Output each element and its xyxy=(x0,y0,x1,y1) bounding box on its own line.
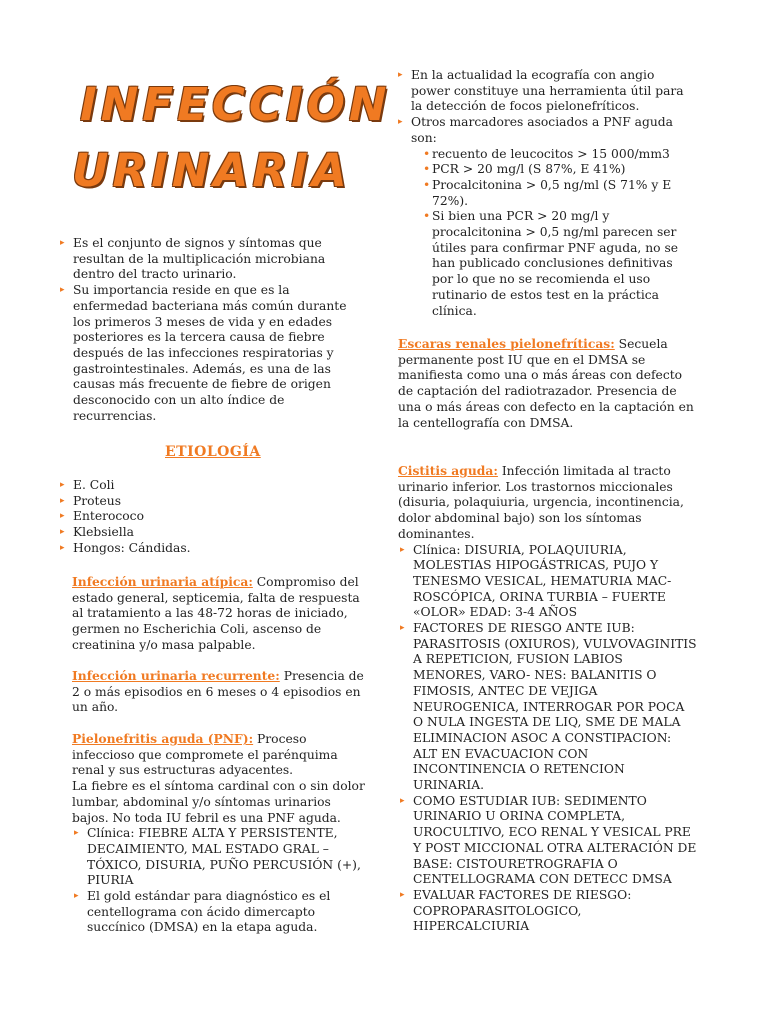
intro-section xyxy=(58,236,358,424)
cistitis-bullet: ▸ FACTORES DE RIESGO ANTE IUB: PARASITOSIS (OXIUROS), VULVOVAGINITIS A REPETICION, FUSION LABIOS MENORES, VARO- NES: BALANITIS O FIMOSIS, ANTEC DE VEJIGA NEUROGENICA, INTERROGAR POR POCA O NULA INGESTA DE LIQ, SME DE MALA ELIMINACION ASOC A CONSTIPACION: ALT EN EVACUACION CON INCONTINENCIA O RETENCION URINARIA. xyxy=(398,621,698,794)
recurrente-text: Presencia de 2 o más episodios en 6 meses o 4 episodios en un año. xyxy=(72,669,364,715)
pnf-label: Pielonefritis aguda (PNF): xyxy=(72,731,254,746)
right-bullet: ▸ En la actualidad la ecografía con angio power constituye una herramienta útil para la detección de focos pielonefríticos. xyxy=(396,68,696,115)
atipica-section xyxy=(72,574,366,654)
etiologia-item: ▸ Proteus xyxy=(58,494,358,510)
title-line-1: INFECCIÓN xyxy=(80,78,391,131)
recurrente-label: Infección urinaria recurrente: xyxy=(72,668,280,683)
intro-bullet: ▸ Es el conjunto de signos y síntomas que resultan de la multiplicación microbiana dentro del tracto urinario. xyxy=(58,236,358,283)
pnf-text-2: La fiebre es el síntoma cardinal con o sin dolor lumbar, abdominal y/o síntomas urinarios bajos. No toda IU febril es una PNF aguda. xyxy=(72,779,365,825)
marker-item: • Procalcitonina > 0,5 ng/ml (S 71% y E 72%). xyxy=(423,178,696,209)
right-top-section xyxy=(396,68,696,319)
marker-item: • PCR > 20 mg/l (S 87%, E 41%) xyxy=(423,162,696,178)
cistitis-section xyxy=(398,463,698,935)
atipica-text: Compromiso del estado general, septicemia, falta de respuesta al tratamiento a las 48-72 horas de iniciado, germen no Escherichia Coli, ascenso de creatinina y/o masa palpable. xyxy=(72,575,360,652)
etiologia-item: ▸ Hongos: Cándidas. xyxy=(58,541,358,557)
etiologia-list xyxy=(58,478,358,557)
right-bullet: ▸ Otros marcadores asociados a PNF aguda son: xyxy=(396,115,696,146)
pnf-bullet: ▸ Clínica: FIEBRE ALTA Y PERSISTENTE, DECAIMIENTO, MAL ESTADO GRAL – TÓXICO, DISURIA, PUÑO PERCUSIÓN (+), PIURIA xyxy=(72,826,366,889)
cistitis-text: Infección limitada al tracto urinario inferior. Los trastornos miccionales (disuria, polaquiuria, urgencia, incontinencia, dolor abdominal bajo) son los síntomas dominantes. xyxy=(398,464,684,541)
escaras-section xyxy=(398,336,696,431)
pnf-section xyxy=(72,731,366,936)
pnf-bullet: ▸ El gold estándar para diagnóstico es el centellograma con ácido dimercapto succínico (DMSA) en la etapa aguda. xyxy=(72,889,366,936)
cistitis-bullet: ▸ Clínica: DISURIA, POLAQUIURIA, MOLESTIAS HIPOGÁSTRICAS, PUJO Y TENESMO VESICAL, HEMATURIA MAC- ROSCÓPICA, ORINA TURBIA – FUERTE «OLOR» EDAD: 3-4 AÑOS xyxy=(398,543,698,622)
marker-item: • Si bien una PCR > 20 mg/l y procalcitonina > 0,5 ng/ml parecen ser útiles para confirmar PNF aguda, no se han publicado conclusiones definitivas por lo que no se recomienda el uso rutinario de estos test en la práctica clínica. xyxy=(423,209,696,319)
escaras-label: Escaras renales pielonefríticas: xyxy=(398,336,615,351)
marker-item: • recuento de leucocitos > 15 000/mm3 xyxy=(423,147,696,163)
cistitis-bullet: ▸ EVALUAR FACTORES DE RIESGO: COPROPARASITOLOGICO, HIPERCALCIURIA xyxy=(398,888,698,935)
cistitis-label: Cistitis aguda: xyxy=(398,463,498,478)
etiologia-item: ▸ Klebsiella xyxy=(58,525,358,541)
recurrente-section xyxy=(72,668,366,716)
title-line-2: URINARIA xyxy=(72,144,351,197)
etiologia-item: ▸ E. Coli xyxy=(58,478,358,494)
etiologia-item: ▸ Enterococo xyxy=(58,509,358,525)
cistitis-bullet: ▸ COMO ESTUDIAR IUB: SEDIMENTO URINARIO U ORINA COMPLETA, UROCULTIVO, ECO RENAL Y VESICAL PRE Y POST MICCIONAL OTRA ALTERACIÓN DE BASE: CISTOURETROGRAFIA O CENTELLOGRAMA CON DETECC DMSA xyxy=(398,794,698,888)
intro-bullet: ▸ Su importancia reside en que es la enfermedad bacteriana más común durante los primeros 3 meses de vida y en edades posteriores es la tercera causa de fiebre después de las infecciones respiratorias y gastrointestinales. Además, es una de las causas más frecuente de fiebre de origen desconocido con un alto índice de recurrencias. xyxy=(58,283,358,424)
atipica-label: Infección urinaria atípica: xyxy=(72,574,253,589)
escaras-text: Secuela permanente post IU que en el DMSA se manifiesta como una o más áreas con defecto de captación del radiotrazador. Presencia de una o más áreas con defecto en la captación en la centellografía con DMSA. xyxy=(398,337,694,430)
etiologia-heading: ETIOLOGÍA xyxy=(165,444,261,460)
pnf-text: Proceso infeccioso que compromete el parénquima renal y sus estructuras adyacentes. xyxy=(72,732,338,778)
